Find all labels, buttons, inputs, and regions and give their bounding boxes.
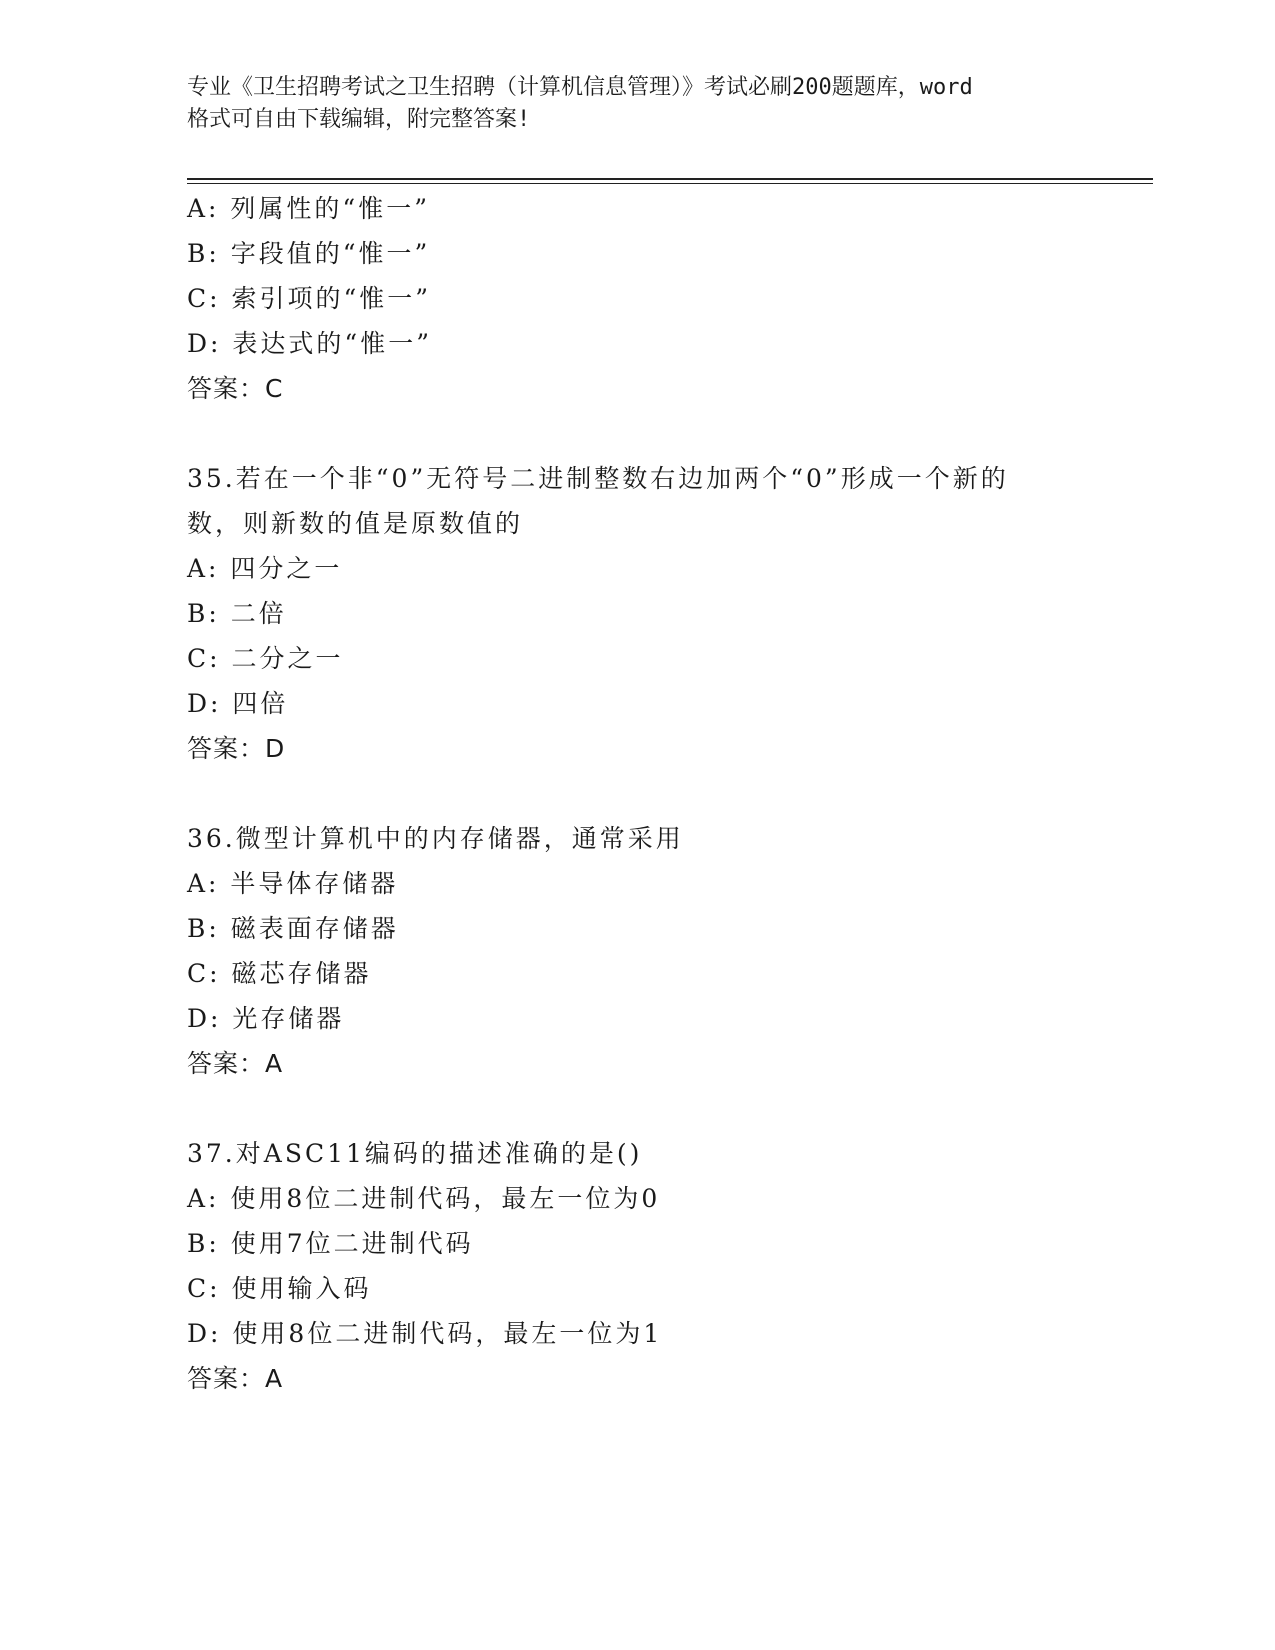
answer: 答案：A [187,1364,284,1393]
question-35 [187,456,1087,771]
question-36 [187,816,1087,1086]
option-b: B: 二倍 [187,599,287,628]
option-d: D: 四倍 [187,689,289,718]
spacer [187,411,1087,456]
question-stem: 37.对ASC11编码的描述准确的是() [187,1139,643,1168]
option-a: A: 列属性的“惟一” [187,194,430,223]
header-rule-thick [187,178,1153,180]
spacer [187,771,1087,816]
header-title-line-1: 专业《卫生招聘考试之卫生招聘（计算机信息管理）》考试必刷200题题库，word [187,75,973,100]
question-list [187,186,1087,1401]
option-d: D: 使用8位二进制代码，最左一位为1 [187,1319,663,1348]
option-d: D: 光存储器 [187,1004,345,1033]
option-a: A: 使用8位二进制代码，最左一位为0 [187,1184,661,1213]
question-34 [187,186,1087,411]
option-c: C: 磁芯存储器 [187,959,372,988]
answer: 答案：A [187,1049,284,1078]
question-stem-line-1: 35.若在一个非“0”无符号二进制整数右边加两个“0”形成一个新的 [187,464,1009,493]
question-stem: 36.微型计算机中的内存储器，通常采用 [187,824,684,853]
answer: 答案：D [187,734,286,763]
header-title-line-2: 格式可自由下载编辑，附完整答案! [187,107,531,132]
answer: 答案：C [187,374,284,403]
header-rule-thin [187,183,1153,184]
document-header [187,72,1087,136]
option-b: B: 使用7位二进制代码 [187,1229,474,1258]
option-c: C: 索引项的“惟一” [187,284,432,313]
option-a: A: 四分之一 [187,554,343,583]
option-a: A: 半导体存储器 [187,869,399,898]
question-stem-line-2: 数，则新数的值是原数值的 [187,509,524,538]
option-c: C: 二分之一 [187,644,344,673]
option-c: C: 使用输入码 [187,1274,372,1303]
option-d: D: 表达式的“惟一” [187,329,432,358]
option-b: B: 字段值的“惟一” [187,239,431,268]
question-37 [187,1131,1087,1401]
option-b: B: 磁表面存储器 [187,914,399,943]
spacer [187,1086,1087,1131]
